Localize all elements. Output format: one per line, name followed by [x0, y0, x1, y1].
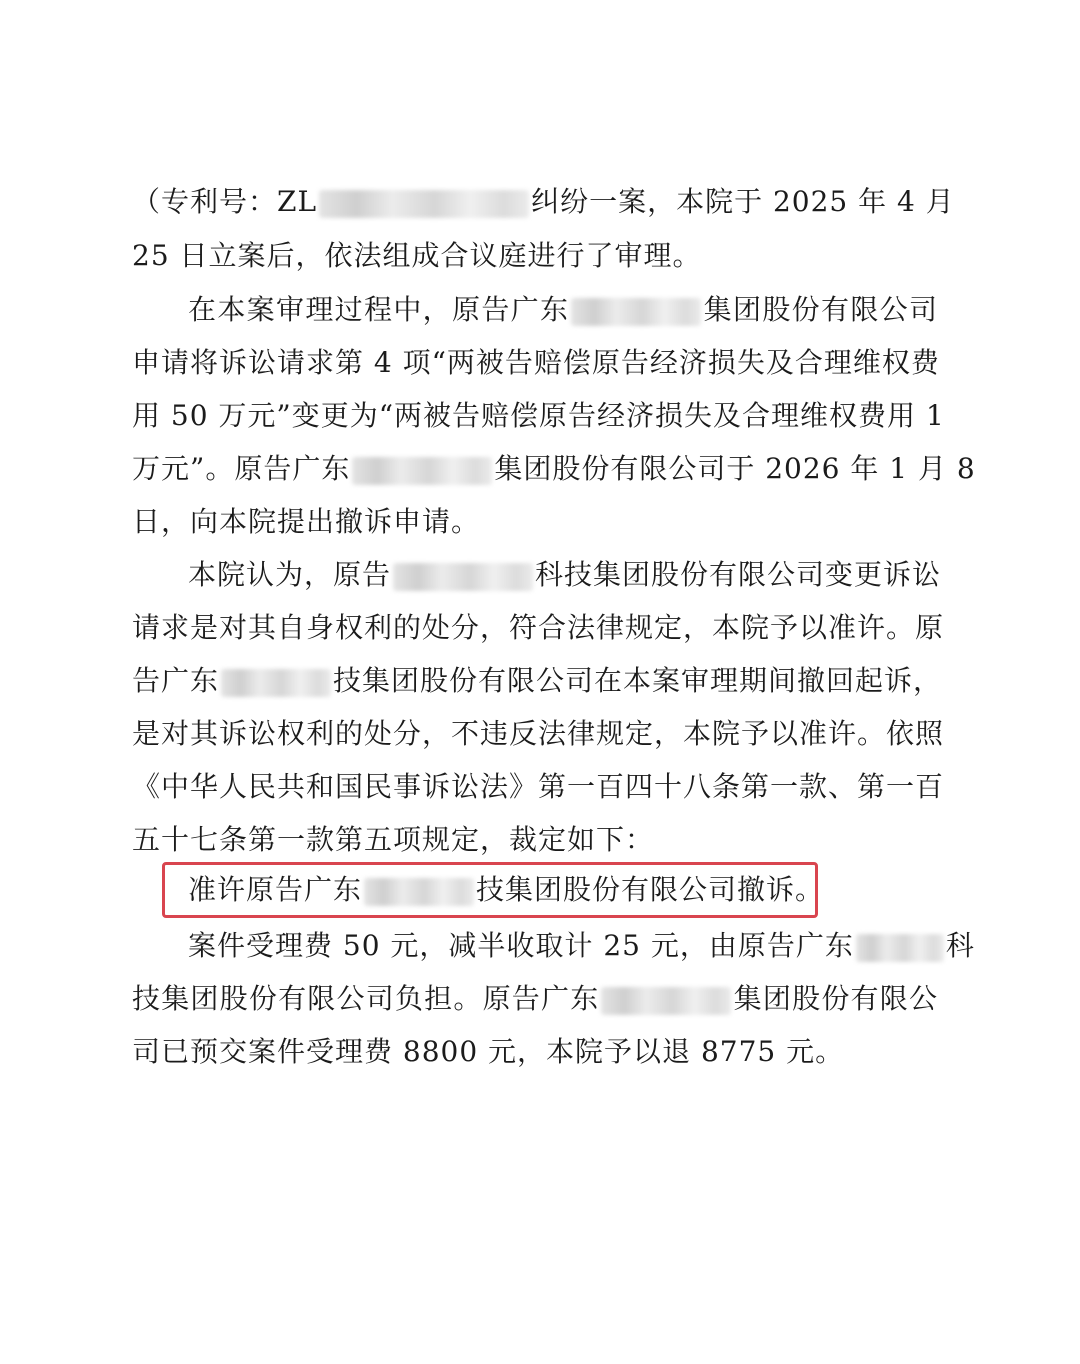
- redacted-company-name: [601, 987, 731, 1015]
- text-line: 用 50 万元”变更为“两被告赔偿原告经济损失及合理维权费用 1: [132, 399, 945, 432]
- text-line: 日，向本院提出撤诉申请。: [132, 505, 481, 538]
- text-line: 《中华人民共和国民事诉讼法》第一百四十八条第一款、第一百: [132, 770, 945, 803]
- text-line: 在本案审理过程中，原告广东 集团股份有限公司: [188, 293, 938, 326]
- redacted-company-name: [856, 934, 944, 962]
- text-line: 告广东 技集团股份有限公司在本案审理期间撤回起诉，: [132, 664, 943, 697]
- text-line: （专利号：ZL 纠纷一案，本院于 2025 年 4 月: [132, 185, 955, 218]
- redacted-company-name: [364, 878, 474, 906]
- redacted-company-name: [393, 563, 533, 591]
- text-line: 技集团股份有限公司负担。原告广东 集团股份有限公: [132, 982, 938, 1015]
- redacted-patent-number: [319, 190, 529, 218]
- text-line: 请求是对其自身权利的处分，符合法律规定，本院予以准许。原: [132, 611, 945, 644]
- text-line: 五十七条第一款第五项规定，裁定如下：: [132, 823, 655, 856]
- text-line: 申请将诉讼请求第 4 项“两被告赔偿原告经济损失及合理维权费: [132, 346, 940, 379]
- text-line: 本院认为，原告 科技集团股份有限公司变更诉讼: [188, 558, 942, 591]
- text-line: 万元”。原告广东 集团股份有限公司于 2026 年 1 月 8: [132, 452, 976, 485]
- text-line: 司已预交案件受理费 8800 元，本院予以退 8775 元。: [132, 1035, 845, 1068]
- text-line: 案件受理费 50 元，减半收取计 25 元，由原告广东 科: [188, 929, 975, 962]
- text-line: 是对其诉讼权利的处分，不违反法律规定，本院予以准许。依照: [132, 717, 945, 750]
- redacted-company-name: [221, 669, 331, 697]
- redacted-company-name: [352, 457, 492, 485]
- redacted-company-name: [571, 298, 701, 326]
- text-line: 25 日立案后，依法组成合议庭进行了审理。: [132, 239, 702, 272]
- ruling-line: 准许原告广东 技集团股份有限公司撤诉。: [188, 873, 825, 906]
